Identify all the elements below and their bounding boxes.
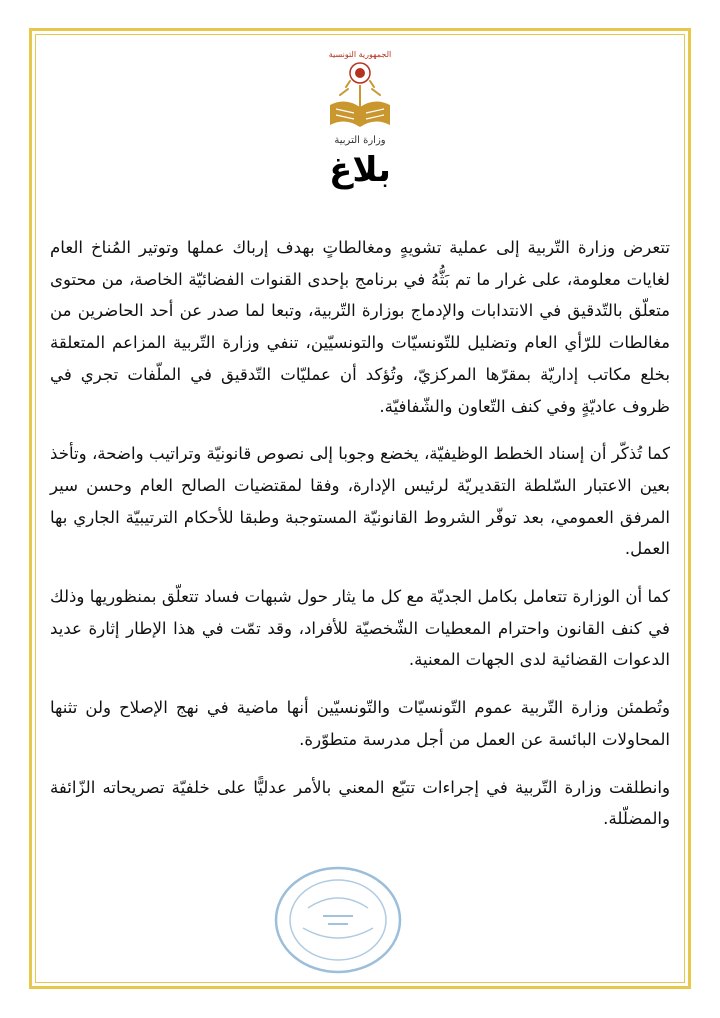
paragraph-5: وانطلقت وزارة التّربية في إجراءات تتبّع المعني بالأمر عدليًّا على خلفيّة تصريحاته الزّائفة والمضلّلة.	[50, 777, 670, 829]
official-stamp	[268, 858, 408, 978]
logo-top-text: الجمهورية التونسية	[328, 50, 392, 59]
paragraph-4: وتُطمئن وزارة التّربية عموم التّونسيّات والتّونسيّين أنها ماضية في نهج الإصلاح ولن تثنها المحاولات البائسة عن العمل من أجل مدرسة متطوّرة.	[50, 698, 670, 749]
logo-bottom-text: وزارة التربية	[334, 135, 386, 146]
ministry-logo	[318, 45, 402, 155]
paragraph-3: كما أن الوزارة تتعامل بكامل الجديّة مع كل ما يثار حول شبهات فساد تتعلّق بمنظوريها وذلك في كنف القانون واحترام المعطيات الشّخصيّة للأفراد، وقد تمّت في هذا الإطار إثارة عديد الدعوات القضائية لدى الجهات المعنية.	[50, 587, 670, 670]
document-title: بلاغ	[329, 150, 391, 190]
paragraph-1: تتعرض وزارة التّربية إلى عملية تشويهٍ ومغالطاتٍ بهدف إرباك عملها وتوتير المُناخ العام لغايات معلومة، على غرار ما تم بَثُّهُ في برنامج بإحدى القنوات الفضائيّة الخاصة، من محتوى متعلّق بالتّدقيق في الانتدابات والإدماج بوزارة التّربية، وتبعا لما صدر عن أحد الحاضرين من مغالطات للرّأي العام وتضليل للتّونسيّات والتونسيّين، تنفي وزارة التّربية المزاعم المتعلقة بخلع مكاتب إداريّة بمقرّها المركزيّ، وتُؤكد أن عمليّات التّدقيق في الملّفات تجري في ظروف عاديّةٍ وفي كنف التّعاون والشّفافيّة.	[50, 238, 670, 416]
paragraph-2: كما تُذكّر أن إسناد الخطط الوظيفيّة، يخضع وجوبا إلى نصوص قانونيّة وتراتيب واضحة، وتأخذ بعين الاعتبار السّلطة التقديريّة لرئيس الإدارة، وفقا لمقتضيات الصالح العام وحسن سير المرفق العمومي، بعد توفّر الشروط القانونيّة المستوجبة وطبقا للأحكام الترتيبيّة الجاري بها العمل.	[50, 444, 670, 559]
document-body	[50, 232, 670, 851]
